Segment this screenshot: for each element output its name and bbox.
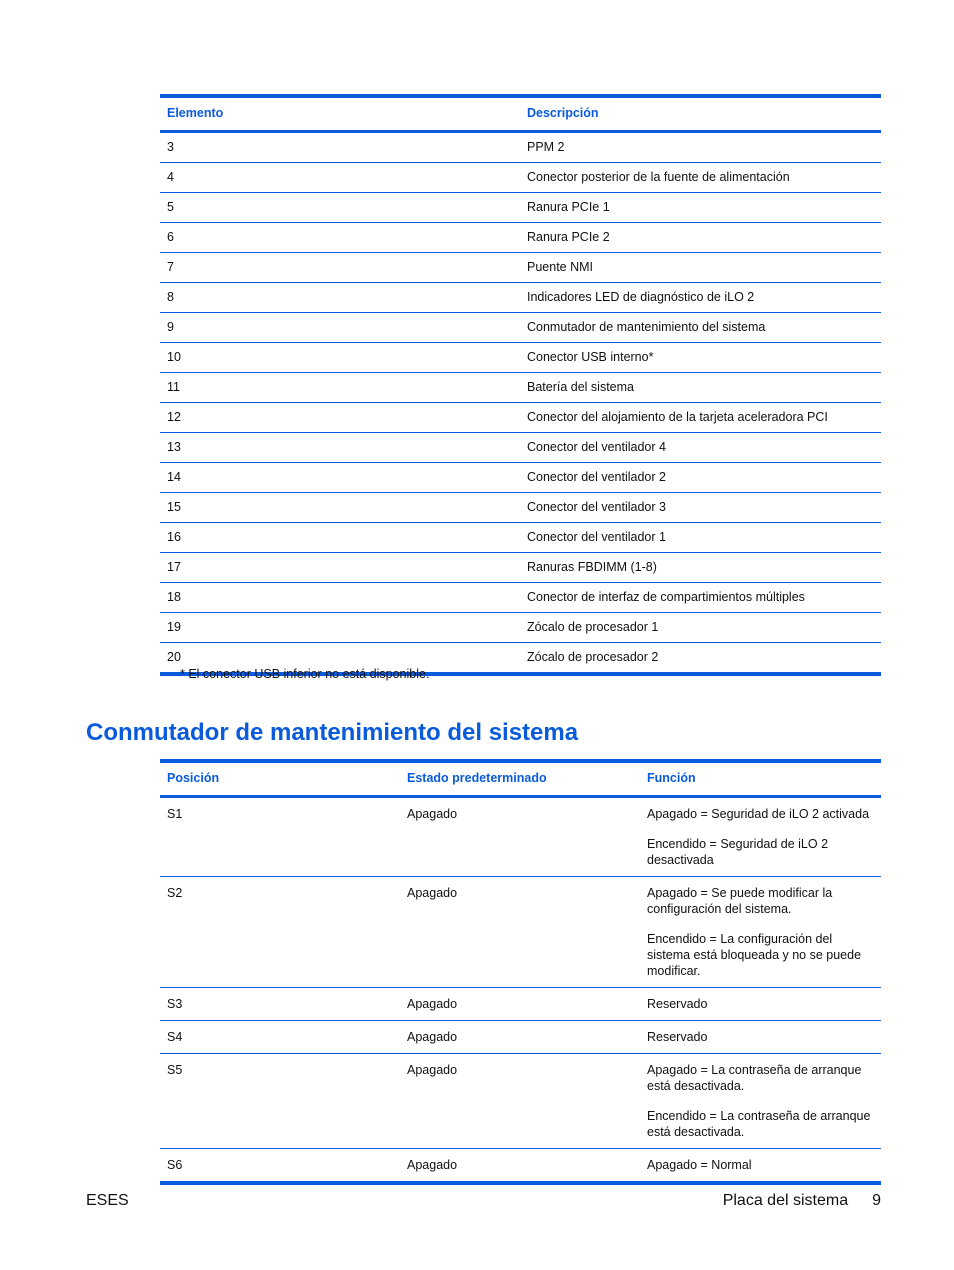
table-row [160,1021,881,1054]
element-number: 12 [160,403,520,433]
element-description: Ranuras FBDIMM (1-8) [520,553,881,583]
element-description: Conector USB interno* [520,343,881,373]
element-number: 19 [160,613,520,643]
column-header: Posición [160,761,400,797]
table-row [160,583,881,613]
table-row [160,1149,881,1184]
switch-function [640,797,881,877]
footer-page-info [723,1192,881,1210]
switch-position: S3 [160,988,400,1021]
element-description: Zócalo de procesador 1 [520,613,881,643]
element-description: Batería del sistema [520,373,881,403]
element-number: 13 [160,433,520,463]
table-row [160,493,881,523]
switch-default-state: Apagado [400,988,640,1021]
table-header-row [160,96,881,132]
element-number: 6 [160,223,520,253]
element-description: Conector del alojamiento de la tarjeta aceleradora PCI [520,403,881,433]
table-row [160,463,881,493]
function-line: Reservado [647,1030,708,1044]
page-number: 9 [872,1192,881,1209]
table-row [160,283,881,313]
function-line: Encendido = La contraseña de arranque está desactivada. [647,1109,871,1139]
table-header-row [160,761,881,797]
element-description: Conector del ventilador 2 [520,463,881,493]
element-description: Zócalo de procesador 2 [520,643,881,675]
table-row [160,613,881,643]
table-row [160,132,881,163]
column-header: Función [640,761,881,797]
element-description: Conector de interfaz de compartimientos múltiples [520,583,881,613]
element-number: 17 [160,553,520,583]
table-row [160,553,881,583]
element-number: 11 [160,373,520,403]
function-line: Reservado [647,997,708,1011]
table-row [160,797,881,877]
table-row [160,223,881,253]
element-description: Ranura PCIe 2 [520,223,881,253]
footer-section: Placa del sistema [722,1192,849,1209]
switch-table [160,759,881,1185]
element-description: PPM 2 [520,132,881,163]
element-description: Conmutador de mantenimiento del sistema [520,313,881,343]
switch-function [640,1021,881,1054]
switch-position: S2 [160,877,400,988]
switch-default-state: Apagado [400,1149,640,1184]
table-row [160,313,881,343]
function-line: Apagado = Normal [647,1158,752,1172]
switch-function [640,988,881,1021]
table-row [160,433,881,463]
element-description: Conector del ventilador 3 [520,493,881,523]
function-line: Encendido = La configuración del sistema está bloqueada y no se puede modificar. [647,932,862,978]
column-header: Descripción [520,96,881,132]
switch-function [640,1054,881,1149]
elements-table-body [160,132,881,675]
table-row [160,343,881,373]
column-header: Elemento [160,96,520,132]
switch-default-state: Apagado [400,1054,640,1149]
switch-default-state: Apagado [400,1021,640,1054]
switch-default-state: Apagado [400,797,640,877]
function-line: Encendido = Seguridad de iLO 2 desactivada [647,837,829,867]
elements-table [160,94,881,676]
element-number: 15 [160,493,520,523]
element-description: Conector del ventilador 4 [520,433,881,463]
element-description: Conector posterior de la fuente de alimentación [520,163,881,193]
element-description: Puente NMI [520,253,881,283]
element-number: 16 [160,523,520,553]
switch-function [640,877,881,988]
table-row [160,403,881,433]
table-row [160,1054,881,1149]
switch-function [640,1149,881,1184]
element-number: 5 [160,193,520,223]
section-title: Conmutador de mantenimiento del sistema [86,719,579,746]
element-description: Indicadores LED de diagnóstico de iLO 2 [520,283,881,313]
element-description: Conector del ventilador 1 [520,523,881,553]
switch-default-state: Apagado [400,877,640,988]
element-number: 7 [160,253,520,283]
element-description: Ranura PCIe 1 [520,193,881,223]
footer-locale: ESES [86,1192,129,1209]
table-row [160,163,881,193]
table-row [160,193,881,223]
column-header: Estado predeterminado [400,761,640,797]
table-row [160,523,881,553]
element-number: 8 [160,283,520,313]
element-number: 10 [160,343,520,373]
element-number: 14 [160,463,520,493]
table-row [160,988,881,1021]
switch-table-body [160,797,881,1184]
switch-position: S6 [160,1149,400,1184]
function-line: Apagado = Seguridad de iLO 2 activada [647,807,870,821]
switch-position: S4 [160,1021,400,1054]
switch-position: S5 [160,1054,400,1149]
table-row [160,373,881,403]
function-line: Apagado = Se puede modificar la configuración del sistema. [647,886,833,916]
element-number: 18 [160,583,520,613]
function-line: Apagado = La contraseña de arranque está desactivada. [647,1063,862,1093]
table-row [160,877,881,988]
element-number: 9 [160,313,520,343]
element-number: 20 [160,643,520,675]
switch-position: S1 [160,797,400,877]
table-row [160,253,881,283]
element-number: 4 [160,163,520,193]
element-number: 3 [160,132,520,163]
table-footnote: * El conector USB inferior no está disponible. [180,667,430,681]
